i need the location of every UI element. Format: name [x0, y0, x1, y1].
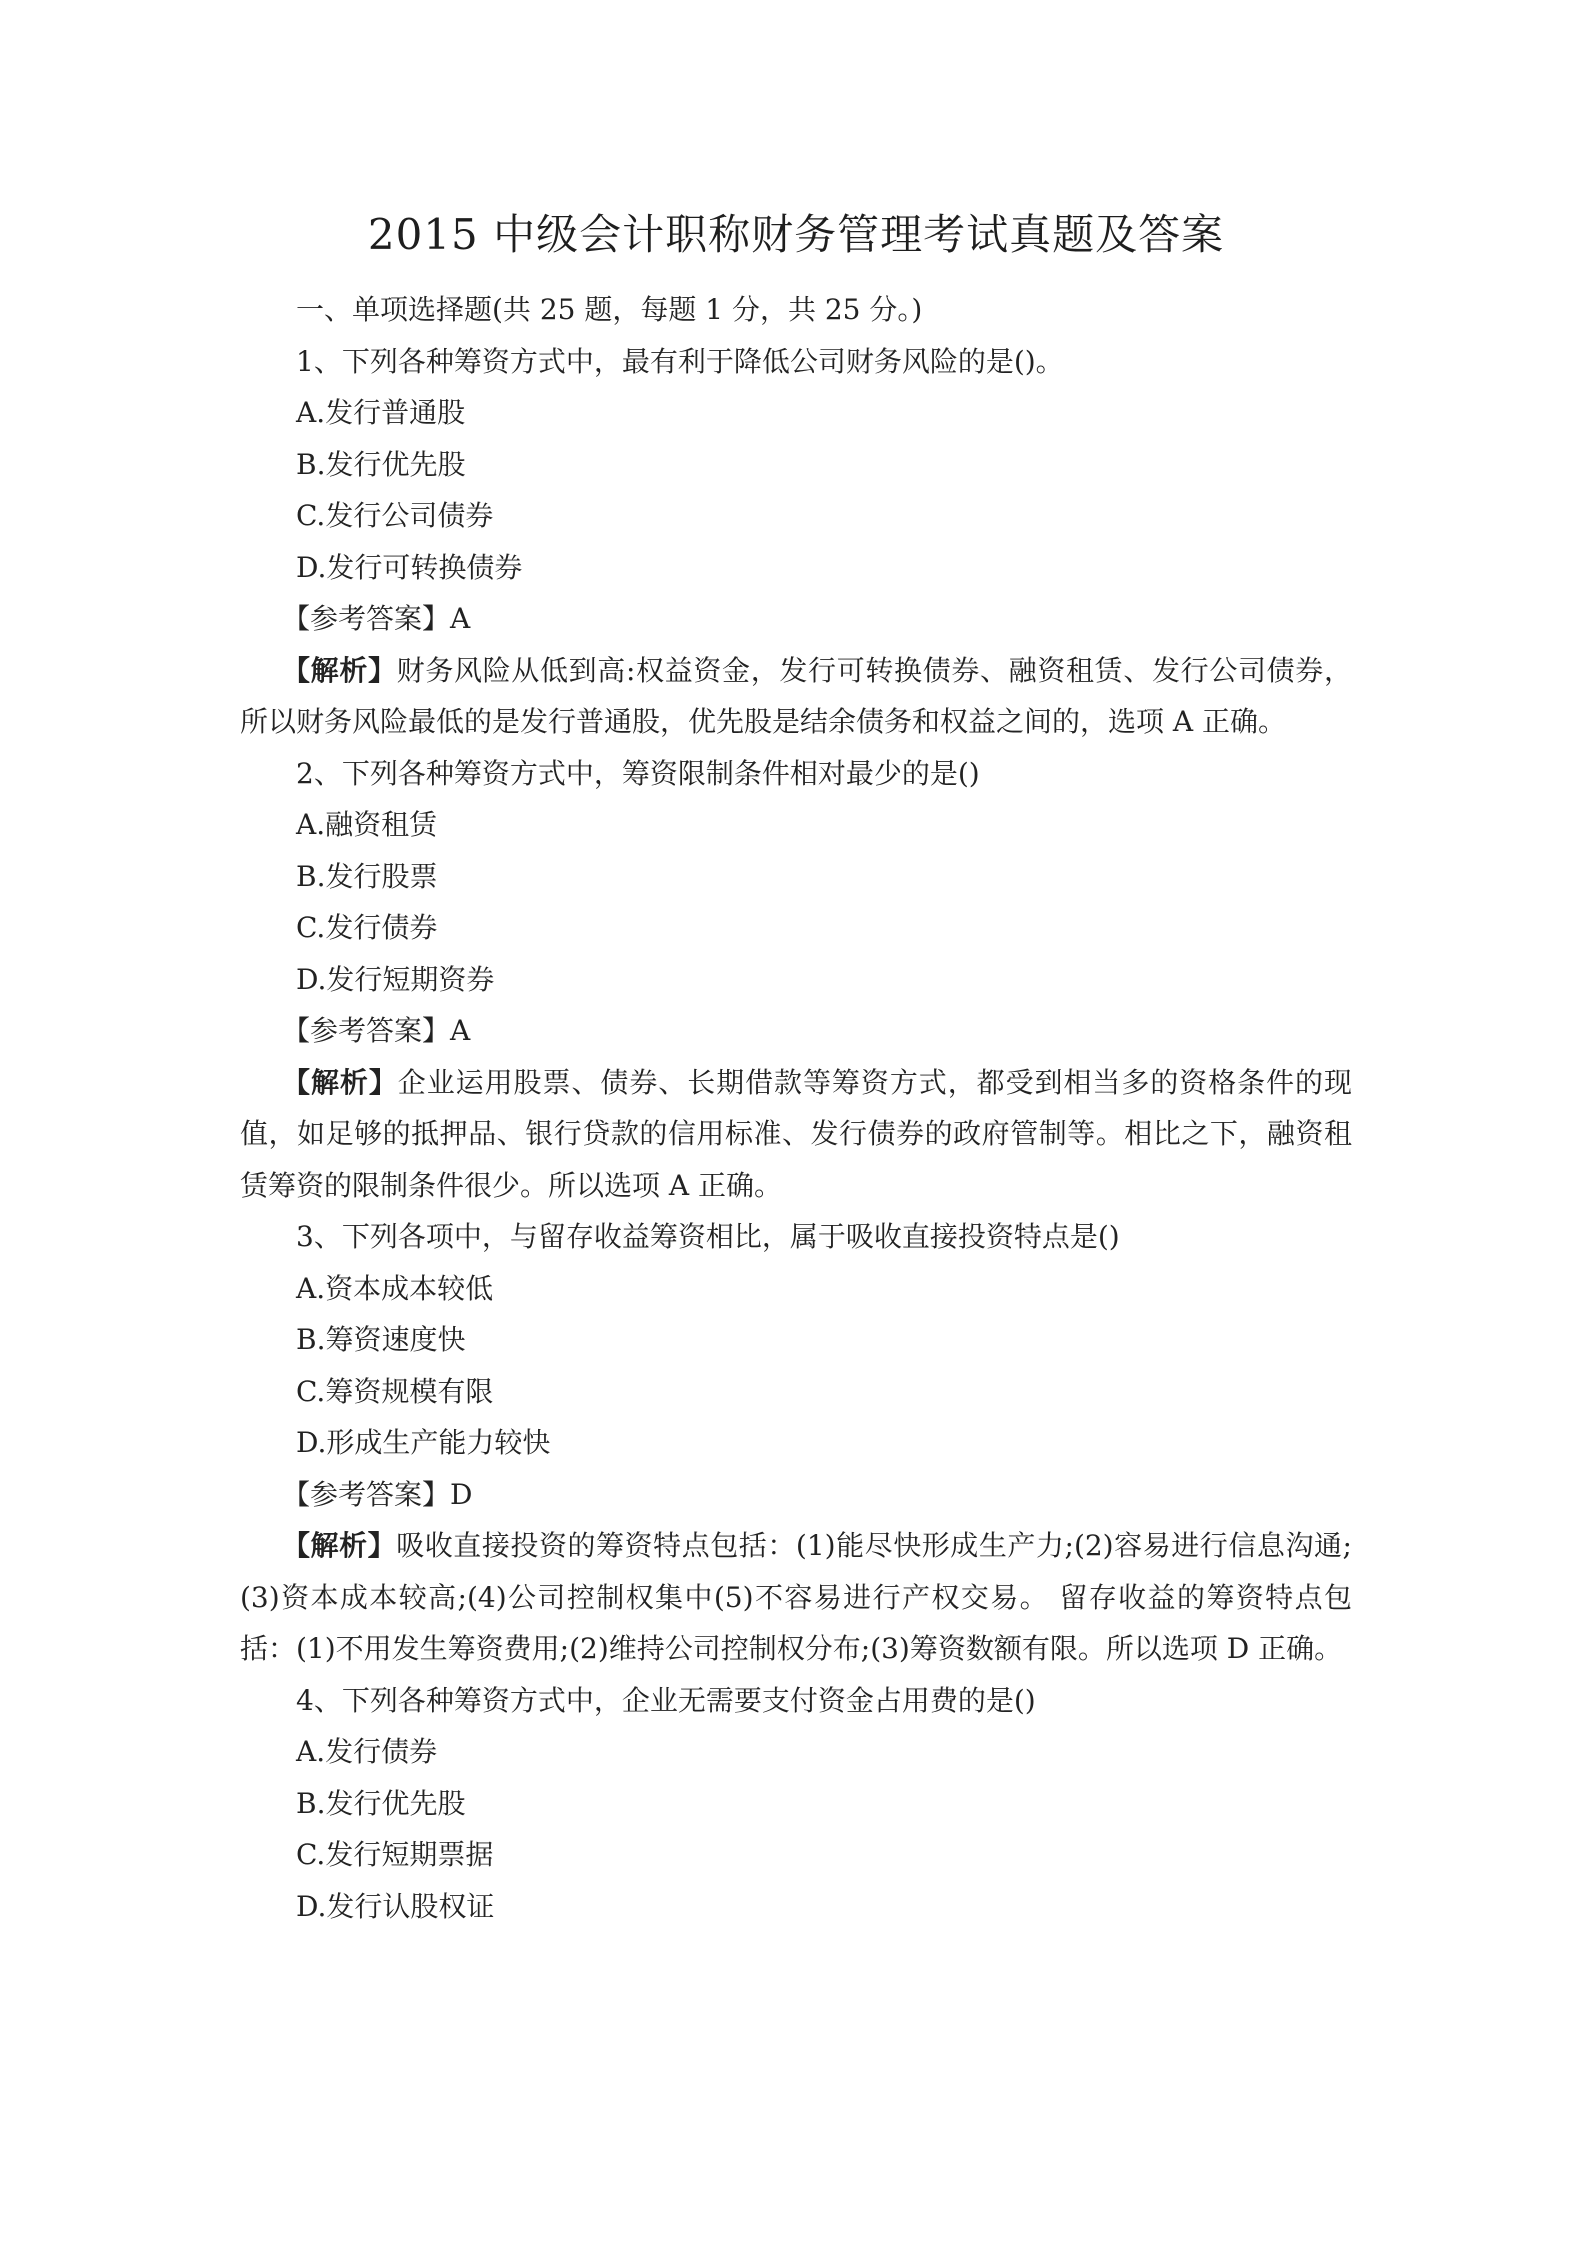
question-1 — [240, 336, 1352, 748]
analysis-text: 企业运用股票、债券、长期借款等筹资方式，都受到相当多的资格条件的现值，如足够的抵押品、银行贷款的信用标准、发行债券的政府管制等。相比之下，融资租赁筹资的限制条件很少。所以选项 A 正确。 — [240, 1065, 1352, 1202]
option-c: C.发行债券 — [296, 911, 438, 944]
option-b: B.发行股票 — [296, 859, 438, 893]
document-title: 2015 中级会计职称财务管理考试真题及答案 — [367, 210, 1225, 259]
option-a: A.发行普通股 — [296, 396, 466, 429]
question-stem: 2、下列各种筹资方式中，筹资限制条件相对最少的是() — [296, 756, 980, 790]
question-3 — [240, 1211, 1352, 1675]
analysis-label: 【解析】 — [282, 1065, 398, 1099]
answer-label: 【参考答案】 — [282, 1477, 451, 1511]
document-page — [240, 200, 1352, 1932]
option-a: A.融资租赁 — [296, 808, 438, 841]
question-2 — [240, 748, 1352, 1212]
answer-label: 【参考答案】 — [282, 1014, 451, 1047]
answer-value: A — [450, 602, 471, 635]
option-c: C.发行短期票据 — [296, 1838, 494, 1871]
option-b: B.发行优先股 — [296, 447, 466, 481]
question-4 — [240, 1675, 1352, 1933]
answer-value: A — [450, 1014, 471, 1047]
section-heading: 一、单项选择题(共 25 题，每题 1 分，共 25 分。) — [296, 293, 923, 326]
analysis-text: 财务风险从低到高:权益资金，发行可转换债券、融资租赁、发行公司债券，所以财务风险最低的是发行普通股，优先股是结余债务和权益之间的，选项 A 正确。 — [240, 653, 1352, 738]
question-stem: 3、下列各项中，与留存收益筹资相比，属于吸收直接投资特点是() — [296, 1220, 1120, 1253]
answer-label: 【参考答案】 — [282, 602, 451, 635]
analysis-paragraph — [240, 1520, 1352, 1675]
analysis-text: 吸收直接投资的筹资特点包括：(1)能尽快形成生产力;(2)容易进行信息沟通;(3)资本成本较高;(4)公司控制权集中(5)不容易进行产权交易。 留存收益的筹资特点包括：(1)不用发生筹资费用;(2)维持公司控制权分布;(3)筹资数额有限。所以选项 D 正确。 — [240, 1529, 1352, 1665]
question-stem: 4、下列各种筹资方式中，企业无需要支付资金占用费的是() — [296, 1683, 1036, 1717]
option-d: D.发行短期资券 — [296, 962, 495, 996]
option-d: D.发行可转换债券 — [296, 550, 523, 584]
option-a: A.资本成本较低 — [296, 1271, 494, 1305]
option-b: B.筹资速度快 — [296, 1323, 466, 1356]
analysis-label: 【解析】 — [282, 653, 397, 687]
option-d: D.形成生产能力较快 — [296, 1426, 551, 1459]
analysis-paragraph — [240, 1057, 1352, 1212]
analysis-label: 【解析】 — [282, 1529, 397, 1562]
answer-line — [240, 1469, 1352, 1521]
option-a: A.发行债券 — [296, 1735, 438, 1768]
answer-line — [240, 593, 1352, 645]
analysis-paragraph — [240, 645, 1352, 748]
option-c: C.筹资规模有限 — [296, 1374, 494, 1408]
question-stem: 1、下列各种筹资方式中，最有利于降低公司财务风险的是()。 — [296, 344, 1064, 378]
option-b: B.发行优先股 — [296, 1786, 466, 1820]
option-c: C.发行公司债券 — [296, 499, 494, 532]
answer-line — [240, 1005, 1352, 1057]
answer-value: D — [450, 1477, 473, 1511]
option-d: D.发行认股权证 — [296, 1889, 495, 1923]
